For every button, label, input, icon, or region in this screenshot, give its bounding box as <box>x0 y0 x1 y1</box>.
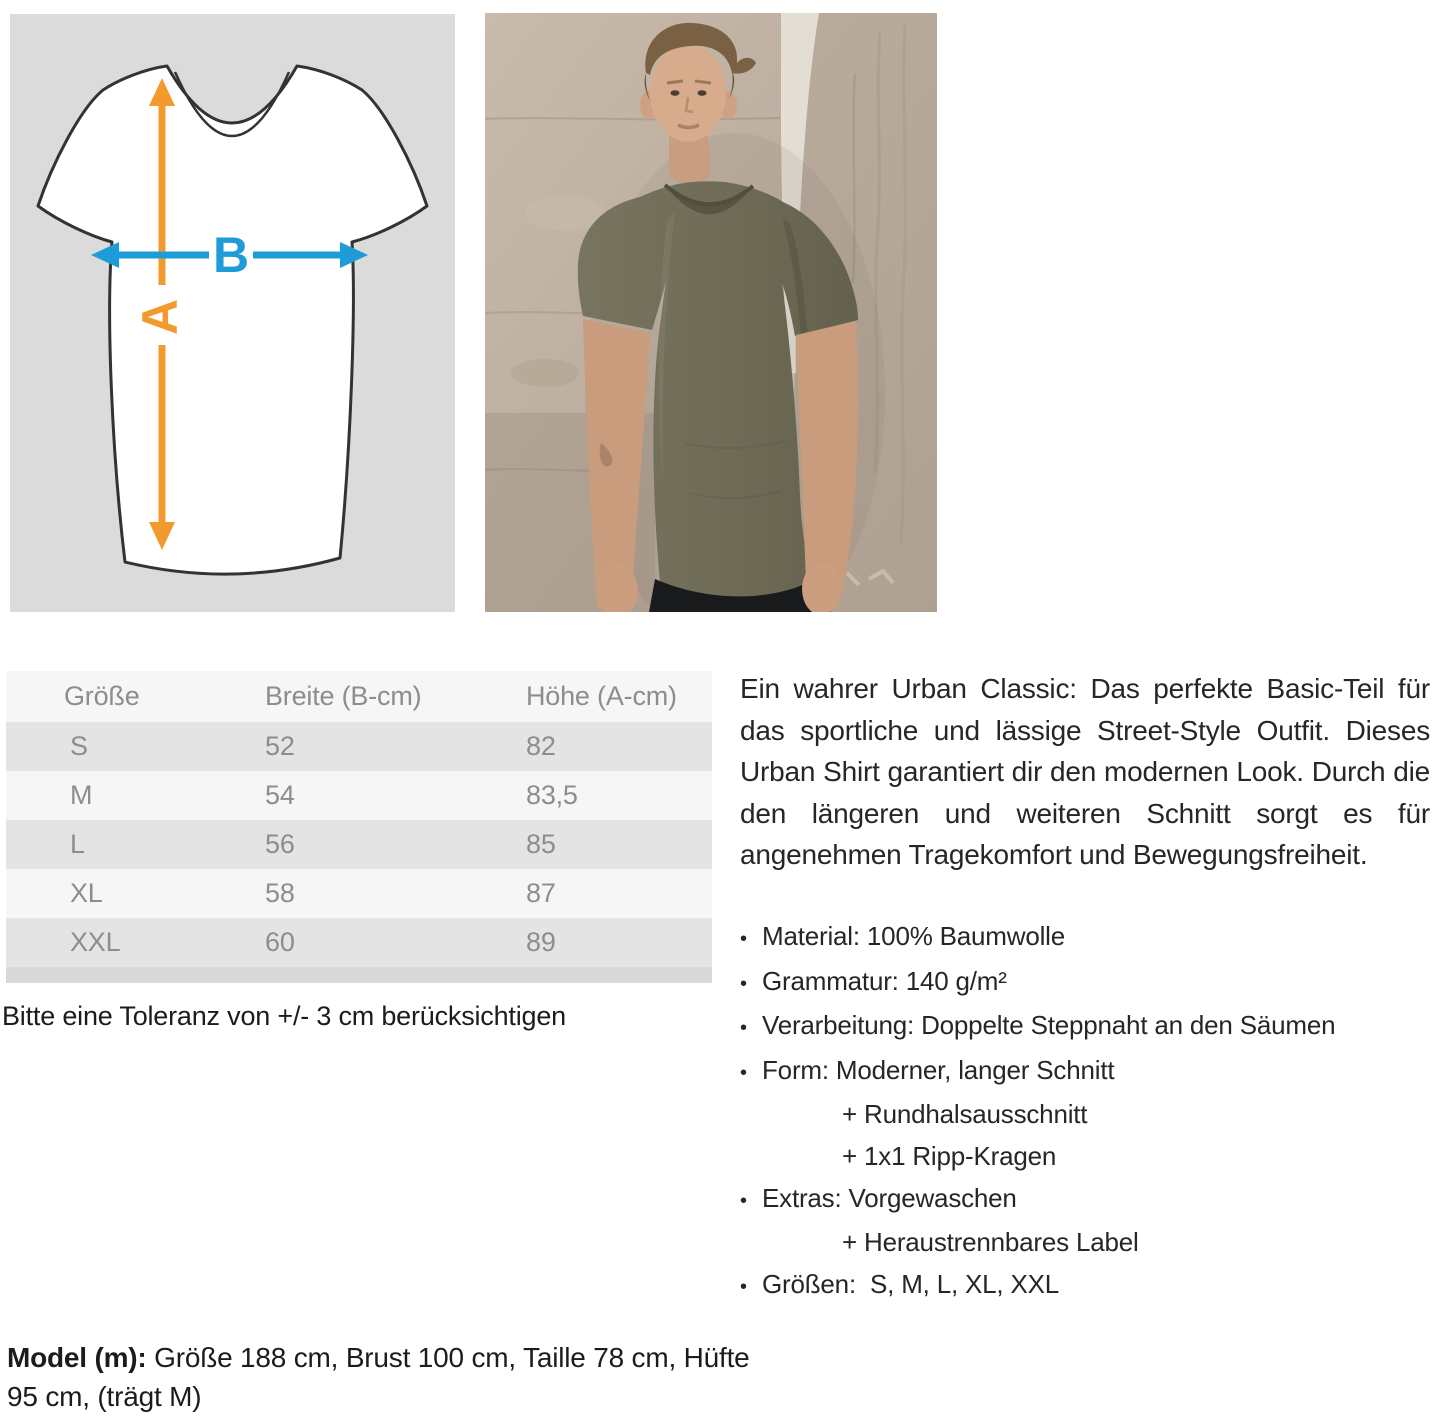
list-item-text: + 1x1 Ripp-Kragen <box>842 1140 1057 1171</box>
model-measurements <box>7 1338 779 1416</box>
tshirt-measure-diagram-icon <box>10 14 455 612</box>
size-cell: M <box>70 780 93 810</box>
model-photo <box>485 13 937 612</box>
list-subitem <box>740 1222 1432 1264</box>
list-item-text: Grammatur: 140 g/m² <box>762 965 1007 996</box>
size-cell: XL <box>70 878 103 908</box>
size-table <box>6 671 712 983</box>
model-photo-illustration <box>485 13 937 612</box>
bullet-icon: • <box>740 1017 747 1040</box>
list-item-text: Verarbeitung: Doppelte Steppnaht an den Säumen <box>762 1010 1336 1041</box>
list-item <box>740 1005 1432 1050</box>
list-item-text: Material: 100% Baumwolle <box>762 921 1066 951</box>
size-cell: S <box>70 731 88 761</box>
size-table-header-row <box>6 671 712 722</box>
size-diagram-panel <box>10 14 455 612</box>
list-item-text: Form: Moderner, langer Schnitt <box>762 1054 1115 1085</box>
list-item-text: Extras: Vorgewaschen <box>762 1182 1017 1213</box>
list-subitem <box>740 1094 1432 1136</box>
bullet-icon: • <box>740 1275 747 1298</box>
height-cell: 83,5 <box>526 780 578 810</box>
size-cell: L <box>70 829 85 859</box>
product-feature-list <box>740 916 1432 1308</box>
list-item <box>740 1178 1432 1223</box>
model-measurements-text: Größe 188 cm, Brust 100 cm, Taille 78 cm, Hüfte 95 cm, (trägt M) <box>7 1342 758 1412</box>
size-table-header-width: Breite (B-cm) <box>265 681 422 711</box>
tshirt-outline <box>38 66 427 574</box>
measure-label-a: A <box>132 298 188 336</box>
height-cell: 85 <box>526 829 556 859</box>
width-cell: 52 <box>265 731 295 761</box>
width-cell: 58 <box>265 878 295 908</box>
list-item-text: + Rundhalsausschnitt <box>842 1099 1088 1130</box>
width-cell: 60 <box>265 927 295 957</box>
list-item <box>740 961 1432 1006</box>
width-cell: 56 <box>265 829 295 859</box>
list-item-text: Größen: S, M, L, XL, XXL <box>762 1268 1060 1299</box>
model-measurements-label: Model (m): <box>7 1342 147 1373</box>
table-row <box>6 918 712 967</box>
product-description: Ein wahrer Urban Classic: Das perfekte Basic-Teil für das sportliche und lässige Street-Style Outfit. Dieses Urban Shirt garantiert dir den modernen Look. Durch die den längeren und weiteren Schnitt sorgt es für angenehmen Tragekomfort und Bewegungsfreiheit. <box>740 673 1430 870</box>
list-item <box>740 1264 1432 1309</box>
bullet-icon: • <box>740 1189 747 1212</box>
table-row <box>6 722 712 771</box>
bullet-icon: • <box>740 928 747 950</box>
height-cell: 82 <box>526 731 556 761</box>
list-subitem <box>740 1136 1432 1178</box>
height-cell: 89 <box>526 927 556 957</box>
width-cell: 54 <box>265 780 295 810</box>
list-item-text: + Heraustrennbares Label <box>842 1227 1139 1258</box>
bullet-icon: • <box>740 1061 747 1084</box>
list-item <box>740 916 1432 961</box>
size-table-header-size: Größe <box>64 681 140 711</box>
bullet-icon: • <box>740 972 747 995</box>
height-cell: 87 <box>526 878 556 908</box>
table-row <box>6 771 712 820</box>
table-row <box>6 869 712 918</box>
size-cell: XXL <box>70 927 121 957</box>
list-item <box>740 1050 1432 1095</box>
measure-label-b: B <box>212 227 250 283</box>
size-table-footer-band <box>6 967 712 983</box>
size-table-header-height: Höhe (A-cm) <box>526 681 677 711</box>
tolerance-note: Bitte eine Toleranz von +/- 3 cm berücksichtigen <box>2 1001 566 1031</box>
table-row <box>6 820 712 869</box>
